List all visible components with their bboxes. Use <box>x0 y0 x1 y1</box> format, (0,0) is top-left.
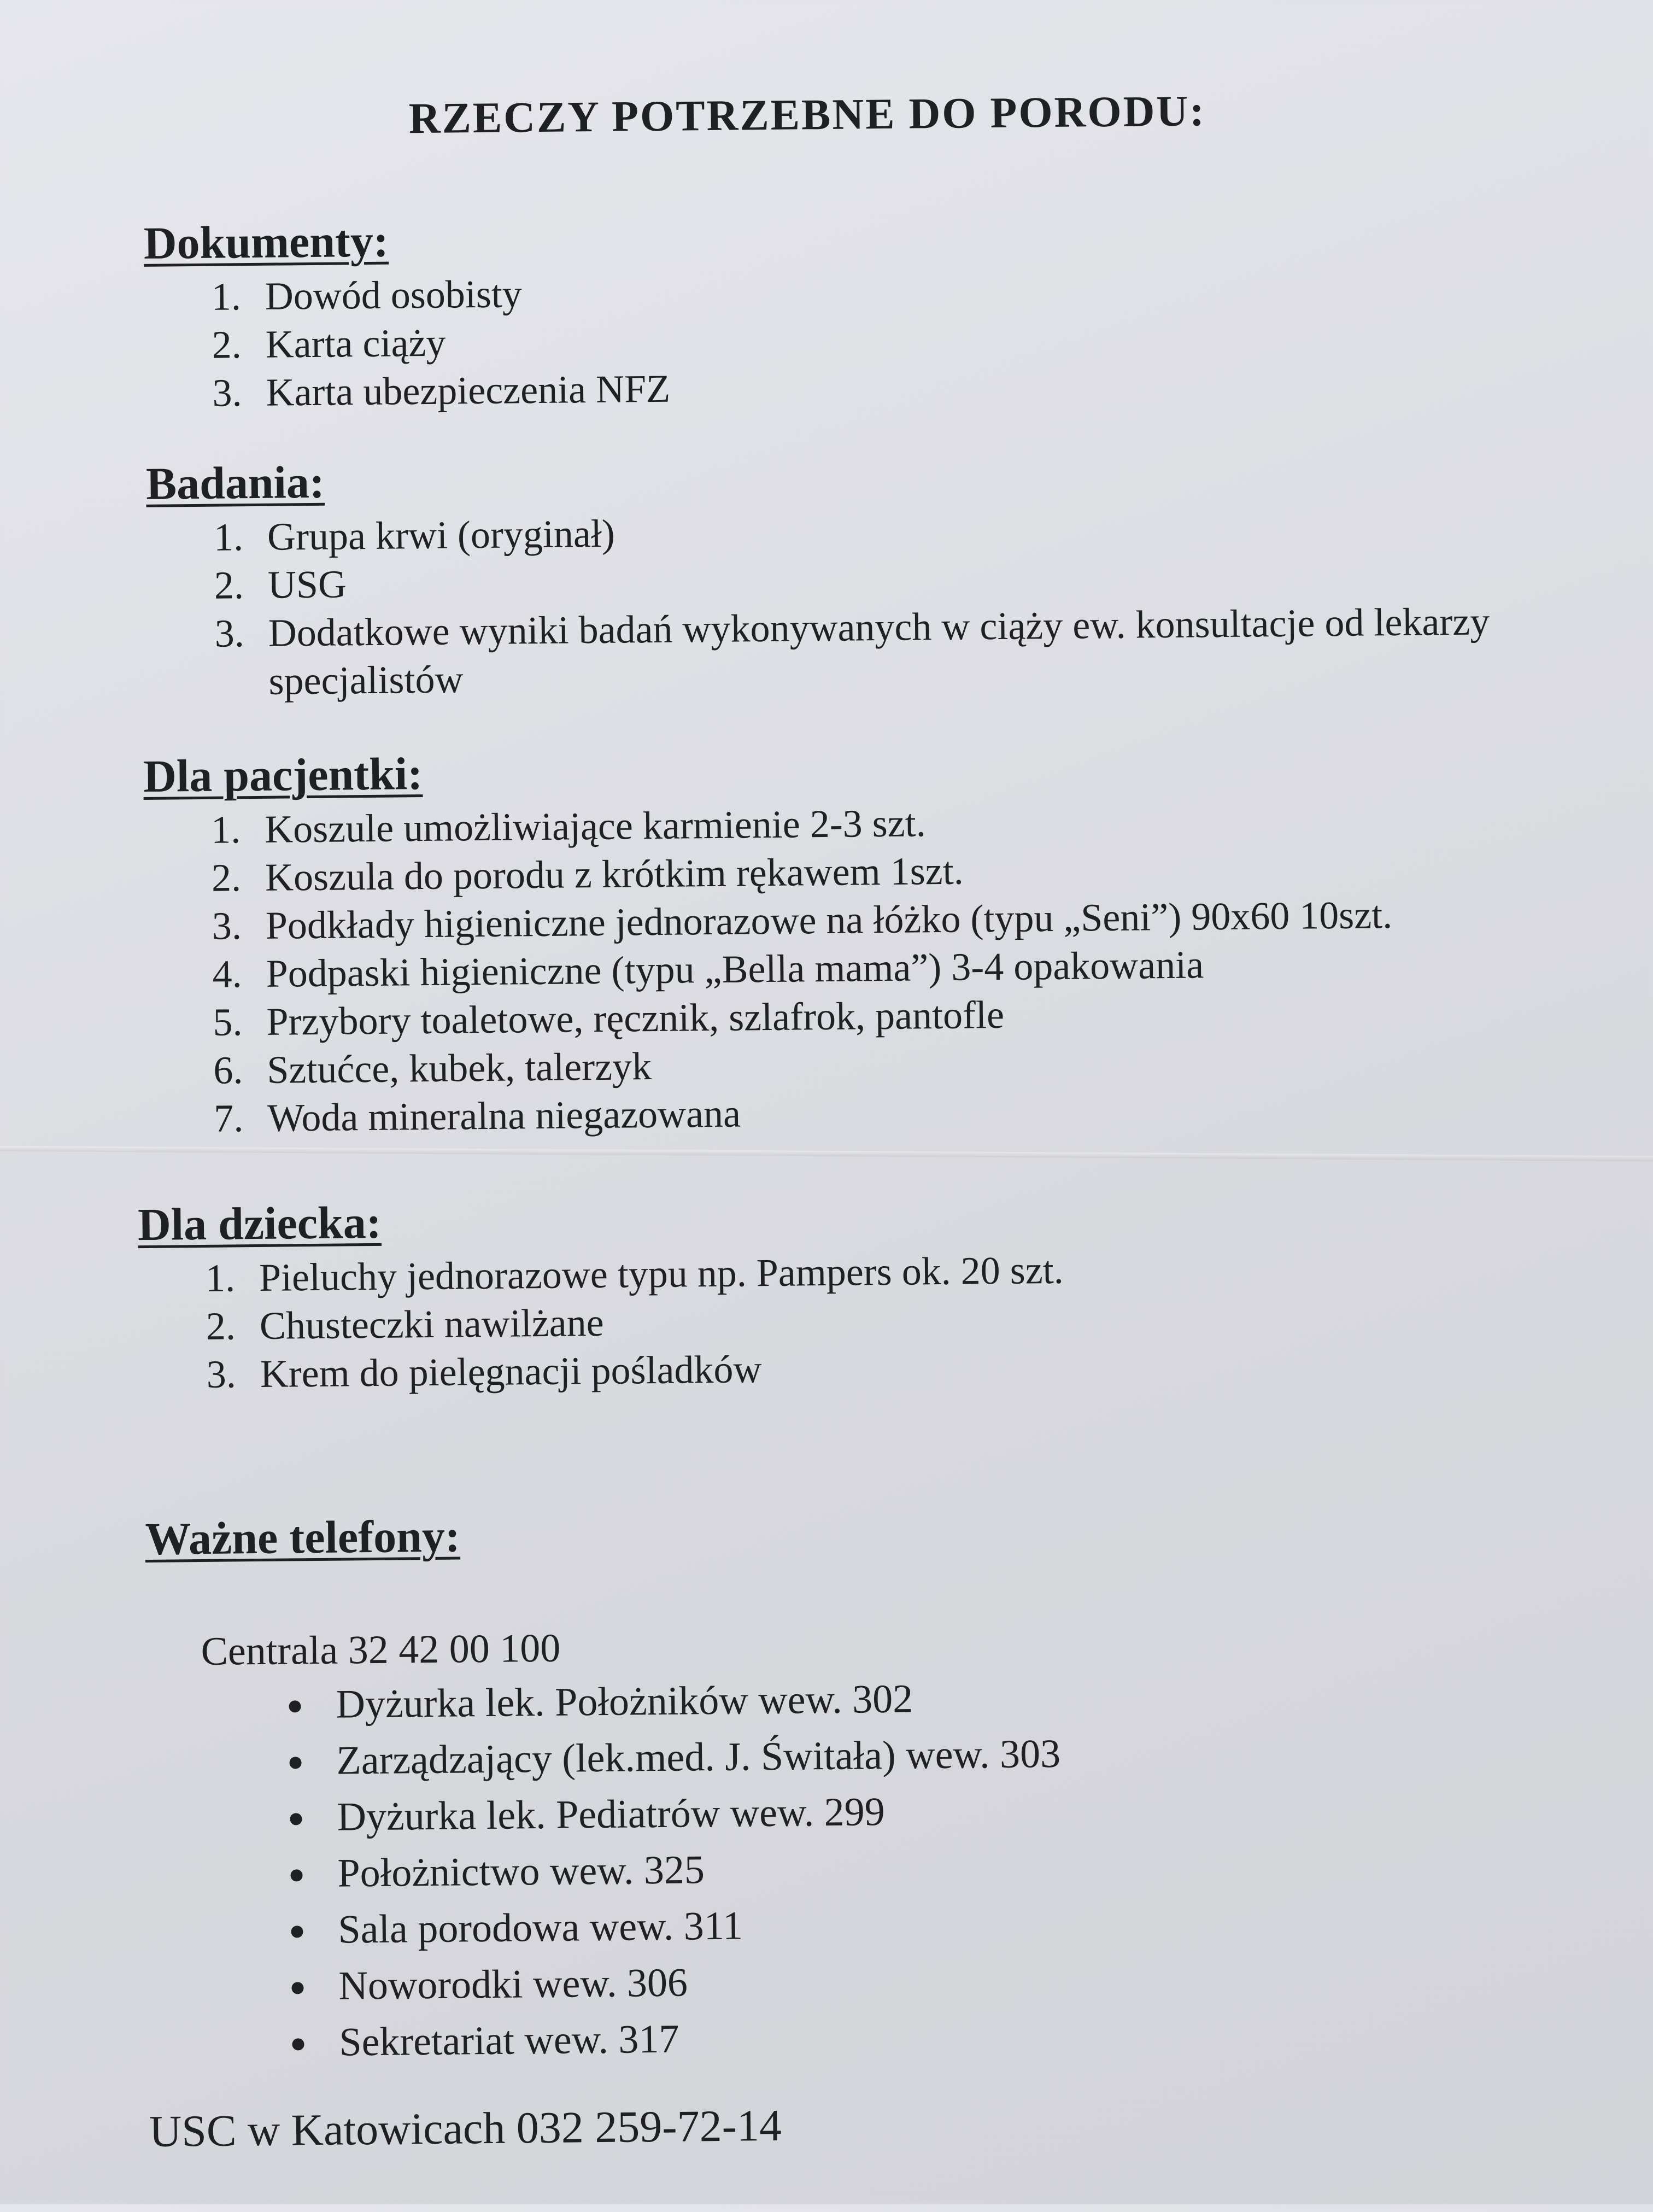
list-item: • Noworodki wew. 306 <box>319 1946 1571 2015</box>
list-item: 1. Dowód osobisty <box>250 260 1566 320</box>
section-dla-pacjentki <box>143 739 1568 1143</box>
list-item: 3. Karta ubezpieczenia NFZ <box>251 356 1567 417</box>
list-item: • Dyżurka lek. Pediatrów wew. 299 <box>317 1777 1569 1846</box>
section-dla-dziecka <box>138 1187 1561 1399</box>
section-heading-dla-pacjentki: Dla pacjentki: <box>143 748 423 802</box>
list-item: • Sala porodowa wew. 311 <box>318 1890 1570 1958</box>
section-heading-wazne-telefony: Ważne telefony: <box>145 1511 461 1565</box>
usc-phone-number: USC w Katowicach 032 259-72-14 <box>149 2100 782 2156</box>
list-item: 6. Sztućce, kubek, talerzyk <box>253 1033 1568 1094</box>
list-item: • Sekretariat wew. 317 <box>319 2003 1572 2071</box>
list-dokumenty <box>144 260 1566 418</box>
section-badania <box>146 447 1569 706</box>
page-title: RZECZY POTRZEBNE DO PORODU: <box>408 87 1206 143</box>
list-item: • Zarządzający (lek.med. J. Świtała) wew. 303 <box>316 1721 1569 1789</box>
central-phone-number: Centrala 32 42 00 100 <box>201 1625 561 1675</box>
list-item: 2. Karta ciąży <box>251 308 1566 368</box>
list-badania <box>146 500 1578 706</box>
list-item: 1. Koszule umożliwiające karmienie 2-3 szt. <box>250 793 1566 853</box>
list-item: 7. Woda mineralna niegazowana <box>253 1081 1568 1142</box>
list-item: 4. Podpaski higieniczne (typu „Bella mama”) 3-4 opakowania <box>251 937 1567 998</box>
list-item: • Położnictwo wew. 325 <box>318 1834 1570 1902</box>
section-wazne-telefony <box>145 1502 1572 2073</box>
list-item: 3. Krem do pielęgnacji pośladków <box>245 1337 1561 1398</box>
list-phone-extensions <box>146 1665 1572 2073</box>
list-item: 5. Przybory toaletowe, ręcznik, szlafrok, pantofle <box>252 985 1567 1046</box>
list-dla-pacjentki <box>144 793 1568 1143</box>
section-dokumenty <box>143 206 1566 418</box>
list-item: 3. Dodatkowe wyniki badań wykonywanych w ciąży ew. konsultacje od lekarzy specjalistów <box>254 596 1578 705</box>
list-item: 2. Chusteczki nawilżane <box>245 1289 1560 1350</box>
list-item: 2. Koszula do porodu z krótkim rękawem 1szt. <box>251 841 1566 902</box>
list-dla-dziecka <box>138 1241 1561 1399</box>
list-item: 2. USG <box>253 548 1576 609</box>
section-heading-badania: Badania: <box>145 457 325 510</box>
list-item: 1. Grupa krwi (oryginał) <box>253 500 1576 561</box>
list-item: • Dyżurka lek. Położników wew. 302 <box>316 1665 1568 1733</box>
list-item: 1. Pieluchy jednorazowe typu np. Pampers ok. 20 szt. <box>245 1241 1560 1302</box>
section-heading-dokumenty: Dokumenty: <box>143 215 389 269</box>
section-heading-dla-dziecka: Dla dziecka: <box>137 1197 382 1251</box>
list-item: 3. Podkłady higieniczne jednorazowe na łóżko (typu „Seni”) 90x60 10szt. <box>251 889 1566 950</box>
